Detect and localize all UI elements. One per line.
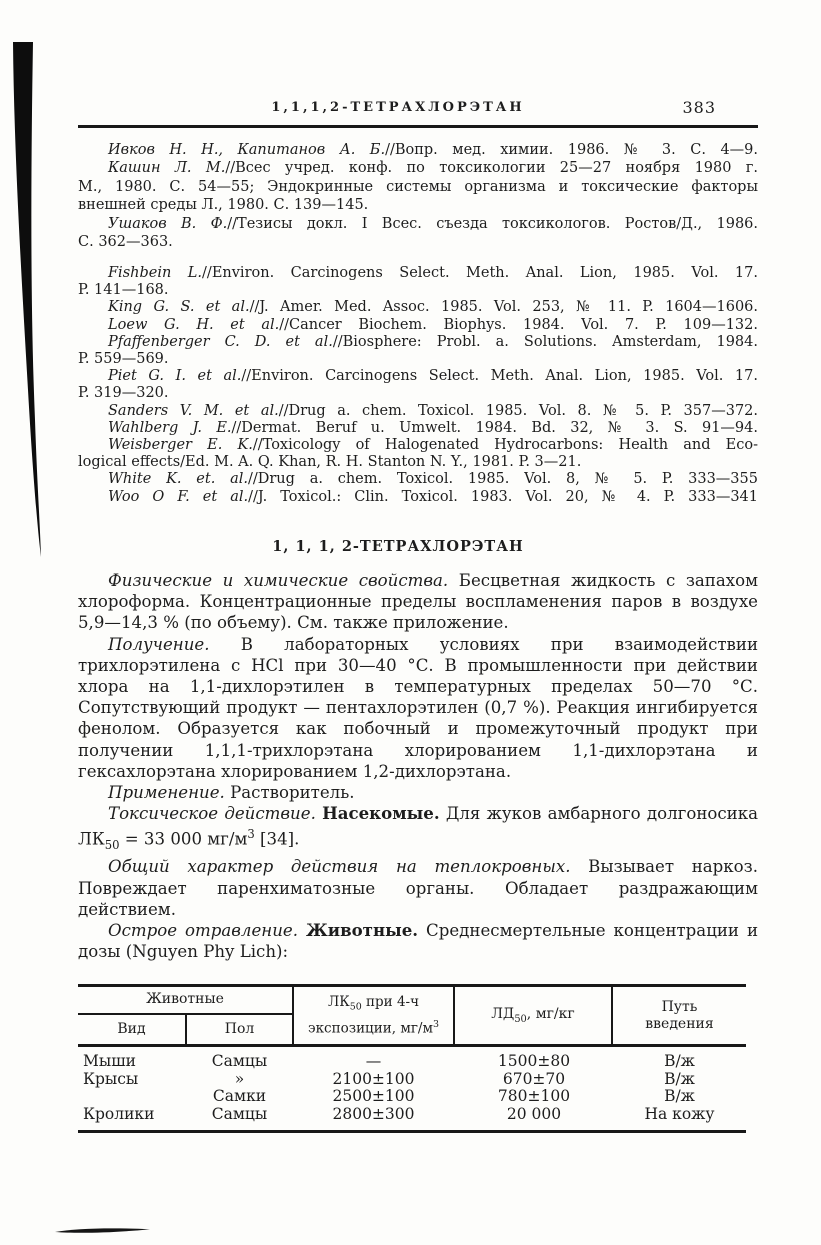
table-cell: Самцы	[211, 1104, 268, 1123]
table-cell: Самцы	[211, 1052, 268, 1070]
reference-line: logical effects/Ed. M. A. Q. Khan, R. H. Stanton N. Y., 1981. P. 3—21.	[78, 454, 582, 471]
references-latin	[78, 265, 758, 506]
table-header-species: Вид	[78, 1015, 187, 1044]
reference-line: Woo O F. et al.//J. Toxicol.: Clin. Toxicol. 1983. Vol. 20, № 4. P. 333—341	[108, 488, 758, 505]
table-header-animals-group	[78, 987, 292, 1044]
reference-line: Piet G. I. et al.//Environ. Carcinogens Select. Meth. Anal. Lion, 1985. Vol. 17.	[108, 368, 758, 385]
text-segment: Животные.	[306, 920, 419, 941]
paragraph	[78, 634, 758, 782]
table-cell: На кожу	[644, 1104, 715, 1123]
reference-line: Ушаков В. Ф.//Тезисы докл. I Всес. съезда токсикологов. Ростов/Д., 1986.	[108, 215, 759, 232]
table-cell: 780±100	[497, 1087, 571, 1106]
text-segment: Применение.	[108, 783, 225, 803]
table-cell: В/ж	[664, 1069, 695, 1088]
paragraph	[78, 856, 758, 920]
table-header-ld50	[455, 987, 613, 1044]
text-segment: 3	[247, 827, 255, 842]
table-row	[78, 1071, 746, 1089]
toxicity-table	[78, 984, 746, 1133]
paragraph	[78, 803, 758, 856]
reference-line: Sanders V. M. et al.//Drug a. chem. Toxicol. 1985. Vol. 8. № 5. P. 357—372.	[108, 402, 759, 419]
text-segment: Получение.	[108, 634, 210, 654]
table-row	[78, 1088, 746, 1106]
table-row	[78, 1106, 746, 1124]
reference-line: Кашин Л. М.//Всес учред. конф. по токсикологии 25—27 ноября 1980 г.	[108, 160, 759, 177]
text-segment: при 4-ч	[361, 994, 420, 1011]
text-segment: Среднесмертельные концентрации и дозы (Nguyen Phy Lich):	[78, 921, 759, 962]
table-cell: В/ж	[664, 1087, 695, 1106]
text-segment: Токсическое действие.	[108, 804, 316, 824]
table-header-route: Путь введения	[645, 999, 714, 1032]
page-number: 383	[682, 98, 716, 117]
text-segment: Острое отравление.	[108, 921, 299, 941]
text-segment: Насекомые.	[322, 803, 440, 824]
text-segment: Для жуков амбарного долгоносика ЛК	[78, 804, 758, 849]
reference-line: King G. S. et al.//J. Amer. Med. Assoc. 1985. Vol. 253, № 11. P. 1604—1606.	[108, 299, 759, 316]
paragraph	[78, 570, 758, 634]
table-cell: »	[234, 1069, 245, 1088]
text-segment: ЛК	[327, 994, 350, 1011]
text-segment	[298, 921, 306, 940]
scan-ink-streak-artifact	[52, 1222, 162, 1238]
table-cell	[78, 1088, 187, 1106]
paragraph	[78, 782, 758, 803]
header-rule	[78, 125, 758, 128]
table-cell: 2100±100	[332, 1069, 415, 1088]
reference-line: Loew G. H. et al.//Cancer Biochem. Biophys. 1984. Vol. 7. P. 109—132.	[108, 316, 758, 333]
table-cell: —	[365, 1052, 382, 1070]
text-segment: 50	[514, 1013, 527, 1025]
table-header-sex: Пол	[224, 1021, 255, 1037]
reference-line: внешней среды Л., 1980. С. 139—145.	[78, 197, 369, 214]
text-segment: Растворитель.	[224, 783, 355, 803]
text-segment: Бесцветная жидкость с запахом хлороформа. Концентрационные пределы воспламенения паров в воздухе 5,9—14,3 % (по объему). См. также приложение.	[78, 571, 759, 633]
text-segment: ЛД	[491, 1006, 515, 1023]
table-row	[78, 1053, 746, 1071]
text-segment: = 33 000 мг/м	[119, 829, 248, 849]
paragraph	[78, 920, 758, 962]
text-segment: 50	[349, 1002, 362, 1014]
text-segment: В лабораторных условиях при взаимодействии трихлорэтилена с HCl при 30—40 °С. В промышленности при действии хлора на 1,1-дихлорэтилен в температурных пределах 50—70 °С. Сопутствующий продукт — пентахлорэтилен (0,7 %). Реакция ингибируется фенолом. Образуется как побочный и промежуточный продукт при получении 1,1,1-трихлорэтана хлорированием 1,1-дихлорэтана и гексахлорэтана хлорированием 1,2-дихлорэтана.	[78, 634, 758, 781]
reference-line: М., 1980. С. 54—55; Эндокринные системы организма и токсические факторы	[78, 178, 758, 195]
reference-line: P. 559—569.	[78, 351, 169, 368]
running-title: 1,1,1,2-ТЕТРАХЛОРЭТАН	[271, 100, 525, 115]
reference-line: Weisberger E. K.//Toxicology of Halogenated Hydrocarbons: Health and Eco-	[108, 437, 758, 454]
reference-line: Wahlberg J. E.//Dermat. Beruf u. Umwelt. 1984. Bd. 32, № 3. S. 91—94.	[108, 419, 758, 436]
text-segment: [34].	[254, 829, 300, 849]
text-segment: Вызывает наркоз. Повреждает паренхиматозные органы. Обладает раздражающим действием.	[78, 857, 758, 919]
table-cell: Мыши	[83, 1052, 136, 1070]
section-title: 1, 1, 1, 2-ТЕТРАХЛОРЭТАН	[272, 538, 524, 555]
table-cell: Самки	[212, 1087, 267, 1106]
table-header-animals: Животные	[78, 987, 292, 1015]
table-cell: Кролики	[83, 1104, 155, 1123]
table-cell: Крысы	[83, 1069, 139, 1088]
reference-line: Pfaffenberger C. D. et al.//Biosphere: Probl. a. Solutions. Amsterdam, 1984.	[108, 333, 758, 350]
reference-line: White K. et. al.//Drug a. chem. Toxicol. 1985. Vol. 8, № 5. P. 333—355	[108, 471, 758, 488]
text-segment: Физические и химические свойства.	[108, 571, 449, 590]
table-cell: 2500±100	[332, 1087, 415, 1106]
table-cell: 2800±300	[332, 1104, 415, 1123]
table-header-lk50	[292, 987, 455, 1044]
table-cell: 670±70	[502, 1069, 566, 1088]
references-russian	[78, 141, 758, 251]
text-segment: 3	[432, 1018, 439, 1030]
article-body	[78, 570, 758, 963]
reference-line: P. 319—320.	[78, 385, 169, 402]
text-segment: 50	[104, 838, 120, 853]
reference-line: Fishbein L.//Environ. Carcinogens Select. Meth. Anal. Lion, 1985. Vol. 17.	[108, 265, 758, 281]
reference-line: С. 362—363.	[78, 234, 173, 251]
table-cell: 20 000	[506, 1104, 562, 1123]
scan-binding-artifact	[0, 0, 60, 570]
table-cell: 1500±80	[497, 1052, 571, 1070]
table-cell: В/ж	[664, 1052, 695, 1070]
running-header	[78, 98, 758, 120]
text-segment: Общий характер действия на теплокровных.	[108, 857, 571, 877]
table-body	[78, 1047, 746, 1133]
table-header	[78, 984, 746, 1047]
reference-line: Ивков Н. Н., Капитанов А. Б.//Вопр. мед. химии. 1986. № 3. С. 4—9.	[108, 142, 759, 158]
reference-line: P. 141—168.	[78, 282, 169, 299]
text-segment: , мг/кг	[526, 1006, 575, 1023]
text-segment: экспозиции, мг/м	[308, 1020, 433, 1037]
